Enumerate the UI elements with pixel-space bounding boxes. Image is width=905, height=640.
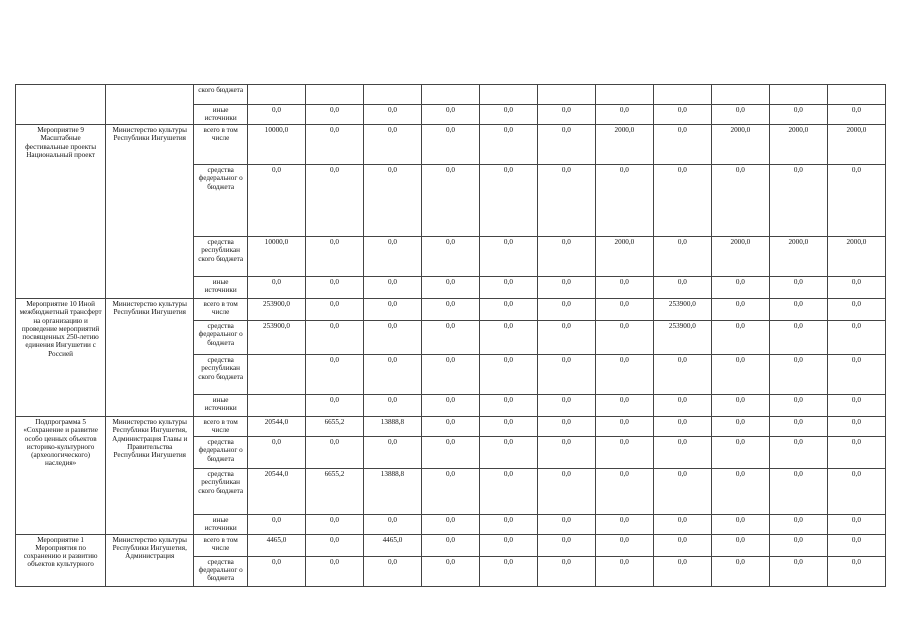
value-cell: 13888,8 [363, 417, 421, 437]
value-cell: 13888,8 [363, 469, 421, 515]
value-cell: 0,0 [711, 165, 769, 237]
value-cell: 0,0 [769, 515, 827, 535]
value-cell [595, 85, 653, 105]
value-cell: 0,0 [653, 395, 711, 417]
value-cell: 253900,0 [247, 321, 305, 355]
value-cell: 0,0 [711, 105, 769, 125]
value-cell: 0,0 [421, 105, 479, 125]
funding-source-cell: иные источники [194, 277, 248, 299]
executor-cell: Министерство культуры Республики Ингушетия, Администрация Главы и Правительства Республики Ингушетия [106, 417, 194, 535]
value-cell: 0,0 [537, 321, 595, 355]
value-cell: 0,0 [827, 277, 885, 299]
value-cell: 0,0 [479, 534, 537, 556]
executor-cell: Министерство культуры Республики Ингушетия, Администрация [106, 534, 194, 586]
value-cell: 0,0 [827, 165, 885, 237]
value-cell: 0,0 [711, 534, 769, 556]
table-row [16, 534, 886, 556]
value-cell: 0,0 [421, 417, 479, 437]
value-cell: 0,0 [595, 534, 653, 556]
value-cell: 0,0 [305, 165, 363, 237]
value-cell: 0,0 [711, 277, 769, 299]
value-cell: 2000,0 [711, 125, 769, 165]
value-cell: 0,0 [363, 355, 421, 395]
value-cell: 0,0 [479, 515, 537, 535]
value-cell: 0,0 [653, 105, 711, 125]
value-cell: 0,0 [247, 277, 305, 299]
value-cell [247, 85, 305, 105]
value-cell: 0,0 [711, 437, 769, 469]
value-cell: 0,0 [363, 321, 421, 355]
funding-source-cell: иные источники [194, 515, 248, 535]
value-cell: 0,0 [827, 105, 885, 125]
value-cell: 0,0 [711, 321, 769, 355]
value-cell: 0,0 [537, 437, 595, 469]
value-cell: 0,0 [827, 437, 885, 469]
value-cell: 0,0 [827, 469, 885, 515]
activity-name-cell: Мероприятие 10 Иной межбюджетный трансферт на организацию и проведение мероприятий посвященных 250-летию единения Ингушетии с Россией [16, 299, 106, 417]
value-cell: 20544,0 [247, 417, 305, 437]
value-cell: 6655,2 [305, 417, 363, 437]
value-cell: 0,0 [595, 277, 653, 299]
value-cell: 0,0 [595, 355, 653, 395]
value-cell: 253900,0 [653, 321, 711, 355]
value-cell: 0,0 [653, 165, 711, 237]
value-cell: 0,0 [479, 417, 537, 437]
value-cell: 0,0 [421, 125, 479, 165]
value-cell: 0,0 [305, 321, 363, 355]
value-cell: 0,0 [769, 417, 827, 437]
value-cell: 0,0 [711, 299, 769, 321]
value-cell: 0,0 [537, 556, 595, 586]
table-row [16, 85, 886, 105]
value-cell: 0,0 [827, 556, 885, 586]
value-cell: 2000,0 [711, 237, 769, 277]
funding-source-cell: иные источники [194, 395, 248, 417]
value-cell: 0,0 [421, 437, 479, 469]
funding-source-cell: ского бюджета [194, 85, 248, 105]
value-cell: 0,0 [363, 277, 421, 299]
value-cell [247, 355, 305, 395]
value-cell: 0,0 [305, 437, 363, 469]
funding-source-cell: средства федеральног о бюджета [194, 165, 248, 237]
value-cell: 0,0 [363, 515, 421, 535]
value-cell: 0,0 [595, 515, 653, 535]
value-cell: 0,0 [769, 277, 827, 299]
value-cell: 4465,0 [363, 534, 421, 556]
value-cell [305, 85, 363, 105]
executor-cell: Министерство культуры Республики Ингушетия [106, 299, 194, 417]
funding-source-cell: всего в том числе [194, 299, 248, 321]
value-cell: 2000,0 [595, 125, 653, 165]
funding-source-cell: средства республикан ского бюджета [194, 355, 248, 395]
value-cell: 0,0 [421, 299, 479, 321]
value-cell: 0,0 [711, 515, 769, 535]
table-row [16, 299, 886, 321]
value-cell: 0,0 [769, 437, 827, 469]
value-cell: 0,0 [363, 165, 421, 237]
value-cell: 0,0 [769, 165, 827, 237]
value-cell: 0,0 [769, 469, 827, 515]
value-cell: 0,0 [769, 556, 827, 586]
value-cell: 0,0 [653, 534, 711, 556]
value-cell: 0,0 [537, 237, 595, 277]
value-cell: 0,0 [595, 299, 653, 321]
value-cell: 0,0 [479, 469, 537, 515]
value-cell: 0,0 [769, 105, 827, 125]
value-cell [827, 85, 885, 105]
value-cell: 0,0 [595, 437, 653, 469]
value-cell: 0,0 [537, 515, 595, 535]
value-cell: 0,0 [479, 355, 537, 395]
funding-source-cell: средства федеральног о бюджета [194, 437, 248, 469]
activity-name-cell [16, 85, 106, 125]
value-cell: 0,0 [653, 515, 711, 535]
value-cell: 0,0 [769, 355, 827, 395]
value-cell: 0,0 [305, 355, 363, 395]
value-cell [537, 85, 595, 105]
value-cell: 0,0 [595, 395, 653, 417]
value-cell [769, 85, 827, 105]
budget-table [15, 84, 886, 587]
value-cell: 2000,0 [769, 237, 827, 277]
value-cell: 0,0 [247, 105, 305, 125]
value-cell: 0,0 [479, 125, 537, 165]
value-cell: 0,0 [827, 515, 885, 535]
value-cell: 0,0 [769, 395, 827, 417]
executor-cell: Министерство культуры Республики Ингушетия [106, 125, 194, 299]
value-cell: 0,0 [711, 417, 769, 437]
value-cell: 0,0 [479, 556, 537, 586]
table-row [16, 417, 886, 437]
value-cell: 0,0 [305, 556, 363, 586]
funding-source-cell: всего в том числе [194, 125, 248, 165]
value-cell: 0,0 [653, 556, 711, 586]
value-cell: 10000,0 [247, 237, 305, 277]
value-cell [247, 395, 305, 417]
value-cell: 0,0 [305, 125, 363, 165]
value-cell: 0,0 [711, 355, 769, 395]
value-cell: 0,0 [421, 277, 479, 299]
value-cell: 0,0 [421, 355, 479, 395]
activity-name-cell: Мероприятие 1 Мероприятия по сохранению и развитию объектов культурного [16, 534, 106, 586]
value-cell: 0,0 [363, 556, 421, 586]
value-cell: 2000,0 [827, 125, 885, 165]
table-row [16, 125, 886, 165]
value-cell: 0,0 [247, 165, 305, 237]
value-cell: 0,0 [653, 277, 711, 299]
value-cell: 0,0 [305, 515, 363, 535]
value-cell: 4465,0 [247, 534, 305, 556]
value-cell: 0,0 [769, 534, 827, 556]
activity-name-cell: Подпрограмма 5 «Сохранение и развитие особо ценных объектов историко-культурного (археологического) наследия» [16, 417, 106, 535]
value-cell [479, 85, 537, 105]
value-cell: 0,0 [595, 469, 653, 515]
activity-name-cell: Мероприятие 9 Масштабные фестивальные проекты Национальный проект [16, 125, 106, 299]
value-cell: 0,0 [479, 105, 537, 125]
value-cell: 0,0 [595, 321, 653, 355]
value-cell [421, 85, 479, 105]
value-cell: 0,0 [537, 534, 595, 556]
value-cell: 0,0 [595, 417, 653, 437]
value-cell: 0,0 [421, 395, 479, 417]
value-cell: 0,0 [247, 515, 305, 535]
value-cell: 0,0 [421, 469, 479, 515]
value-cell: 0,0 [421, 321, 479, 355]
value-cell: 0,0 [711, 395, 769, 417]
value-cell: 0,0 [305, 237, 363, 277]
value-cell [363, 85, 421, 105]
value-cell: 0,0 [537, 355, 595, 395]
value-cell: 0,0 [363, 237, 421, 277]
value-cell: 0,0 [537, 105, 595, 125]
funding-source-cell: средства республикан ского бюджета [194, 237, 248, 277]
value-cell: 0,0 [421, 515, 479, 535]
value-cell: 0,0 [479, 299, 537, 321]
value-cell: 0,0 [653, 355, 711, 395]
value-cell: 253900,0 [247, 299, 305, 321]
value-cell: 0,0 [421, 165, 479, 237]
value-cell: 0,0 [653, 437, 711, 469]
value-cell: 0,0 [537, 417, 595, 437]
value-cell: 0,0 [479, 321, 537, 355]
table-body [16, 85, 886, 587]
value-cell: 10000,0 [247, 125, 305, 165]
value-cell: 0,0 [537, 165, 595, 237]
value-cell: 0,0 [247, 437, 305, 469]
value-cell: 0,0 [827, 299, 885, 321]
value-cell: 0,0 [711, 469, 769, 515]
value-cell: 0,0 [247, 556, 305, 586]
value-cell: 2000,0 [769, 125, 827, 165]
value-cell: 0,0 [827, 417, 885, 437]
value-cell: 0,0 [537, 469, 595, 515]
value-cell: 0,0 [421, 556, 479, 586]
value-cell: 0,0 [537, 395, 595, 417]
value-cell: 0,0 [769, 299, 827, 321]
value-cell: 2000,0 [827, 237, 885, 277]
value-cell: 0,0 [827, 355, 885, 395]
value-cell: 0,0 [769, 321, 827, 355]
value-cell: 0,0 [363, 299, 421, 321]
value-cell: 0,0 [421, 237, 479, 277]
value-cell: 0,0 [305, 105, 363, 125]
funding-source-cell: средства федеральног о бюджета [194, 556, 248, 586]
value-cell: 0,0 [827, 321, 885, 355]
value-cell: 0,0 [479, 437, 537, 469]
executor-cell [106, 85, 194, 125]
value-cell: 0,0 [305, 395, 363, 417]
value-cell: 0,0 [363, 437, 421, 469]
value-cell: 0,0 [479, 237, 537, 277]
value-cell: 0,0 [363, 105, 421, 125]
value-cell: 0,0 [479, 165, 537, 237]
value-cell: 0,0 [827, 534, 885, 556]
value-cell: 0,0 [595, 556, 653, 586]
value-cell: 0,0 [305, 534, 363, 556]
value-cell: 0,0 [653, 237, 711, 277]
funding-source-cell: всего в том числе [194, 534, 248, 556]
funding-source-cell: всего в том числе [194, 417, 248, 437]
value-cell: 0,0 [537, 299, 595, 321]
value-cell: 0,0 [479, 277, 537, 299]
value-cell: 0,0 [363, 125, 421, 165]
value-cell: 0,0 [363, 395, 421, 417]
value-cell: 6655,2 [305, 469, 363, 515]
value-cell [653, 85, 711, 105]
value-cell: 0,0 [305, 277, 363, 299]
value-cell: 0,0 [479, 395, 537, 417]
value-cell: 0,0 [653, 417, 711, 437]
funding-source-cell: средства федеральног о бюджета [194, 321, 248, 355]
value-cell [711, 85, 769, 105]
value-cell: 0,0 [653, 469, 711, 515]
value-cell: 2000,0 [595, 237, 653, 277]
value-cell: 0,0 [595, 105, 653, 125]
value-cell: 0,0 [421, 534, 479, 556]
funding-source-cell: иные источники [194, 105, 248, 125]
funding-source-cell: средства республикан ского бюджета [194, 469, 248, 515]
value-cell: 0,0 [711, 556, 769, 586]
value-cell: 0,0 [827, 395, 885, 417]
value-cell: 0,0 [537, 277, 595, 299]
value-cell: 0,0 [653, 125, 711, 165]
value-cell: 0,0 [595, 165, 653, 237]
value-cell: 253900,0 [653, 299, 711, 321]
value-cell: 20544,0 [247, 469, 305, 515]
value-cell: 0,0 [305, 299, 363, 321]
value-cell: 0,0 [537, 125, 595, 165]
